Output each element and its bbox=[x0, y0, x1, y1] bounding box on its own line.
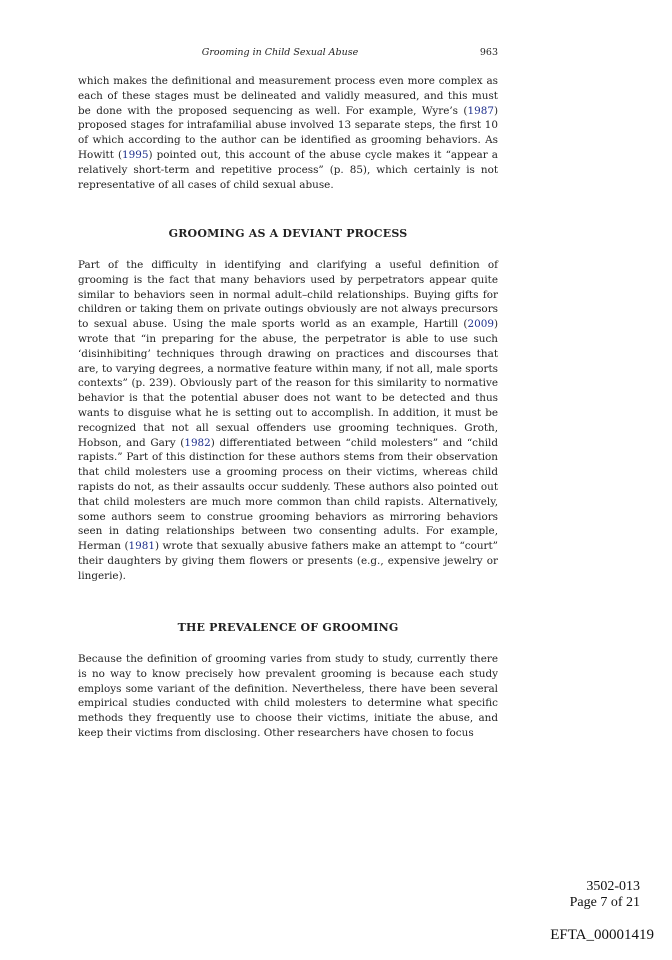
running-header bbox=[78, 47, 498, 61]
paragraph-deviant-process bbox=[78, 258, 498, 584]
stamp-page-label: Page 7 of 21 bbox=[569, 895, 640, 910]
document-stamp bbox=[570, 879, 640, 911]
paragraph-text: ) pointed out, this account of the abuse cycle makes it “appear a relatively short-term and repetitive process” (p. 85), which certainly is not representative of all cases of child sexual abuse. bbox=[78, 148, 498, 191]
section-heading-prevalence: THE PREVALENCE OF GROOMING bbox=[177, 621, 399, 634]
paragraph-stages bbox=[78, 74, 498, 192]
bates-number: EFTA_00001419 bbox=[550, 927, 654, 943]
section-heading-deviant-process: GROOMING AS A DEVIANT PROCESS bbox=[168, 227, 408, 240]
paragraph-text: Part of the difficulty in identifying and clarifying a useful definition of grooming is the fact that many behaviors used by perpetrators appear quite similar to behaviors seen in normal adult–child relationships. Buying gifts for children or taking them on private outings obviously are not always precursors to sexual abuse. Using the male sports world as an example, Hartill ( bbox=[78, 259, 498, 331]
citation-link-wyre-1987[interactable]: 1987 bbox=[467, 104, 494, 117]
page-number: 963 bbox=[479, 47, 498, 58]
paragraph-text: which makes the definitional and measurement process even more complex as each of these stages must be delineated and validly measured, and this must be done with the proposed sequencing as well. For example, Wyre’s ( bbox=[78, 75, 498, 117]
paragraph-text: ) wrote that sexually abusive fathers make an attempt to “court” their daughters by giving them flowers or presents (e.g., expensive jewelry or lingerie). bbox=[78, 540, 498, 582]
citation-link-hartill-2009[interactable]: 2009 bbox=[467, 318, 494, 331]
stamp-code: 3502-013 bbox=[586, 879, 640, 894]
paragraph-text: Because the definition of grooming varies from study to study, currently there is no way to know precisely how prevalent grooming is because each study employs some variant of the definition. Nevertheless, there have been several empirical studies conducted with child molesters to determine what specific methods they frequently use to choose their victims, initiate the abuse, and keep their victims from disclosing. Other researchers have chosen to focus bbox=[78, 653, 498, 739]
running-title: Grooming in Child Sexual Abuse bbox=[201, 47, 359, 58]
citation-link-howitt-1995[interactable]: 1995 bbox=[122, 148, 149, 161]
citation-link-herman-1981[interactable]: 1981 bbox=[128, 540, 155, 553]
paragraph-text: ) differentiated between “child molesters” and “child rapists.” Part of this distinction for these authors stems from their observation that child molesters use a grooming process on their victims, whereas child rapists do not, as their assaults occur suddenly. These authors also pointed out that child molesters are much more common than child rapists. Alternatively, some authors seem to construe grooming behaviors as mirroring behaviors seen in dating relationships between two consenting adults. For example, Herman ( bbox=[78, 436, 498, 553]
paragraph-prevalence bbox=[78, 652, 498, 741]
citation-link-groth-1982[interactable]: 1982 bbox=[184, 436, 211, 449]
paragraph-text: ) proposed stages for intrafamilial abuse involved 13 separate steps, the first 10 of which according to the author can be identified as grooming behaviors. As Howitt ( bbox=[78, 104, 498, 161]
paragraph-text: ) wrote that “in preparing for the abuse, the perpetrator is able to use such ‘disinhibiting’ techniques through drawing on practices and discourses that are, to varying degrees, a normative feature within many, if not all, male sports contexts” (p. 239). Obviously part of the reason for this similarity to normative behavior is that the potential abuser does not want to be detected and thus wants to disguise what he is setting out to accomplish. In addition, it must be recognized that not all sexual offenders use grooming techniques. Groth, Hobson, and Gary ( bbox=[78, 318, 498, 449]
